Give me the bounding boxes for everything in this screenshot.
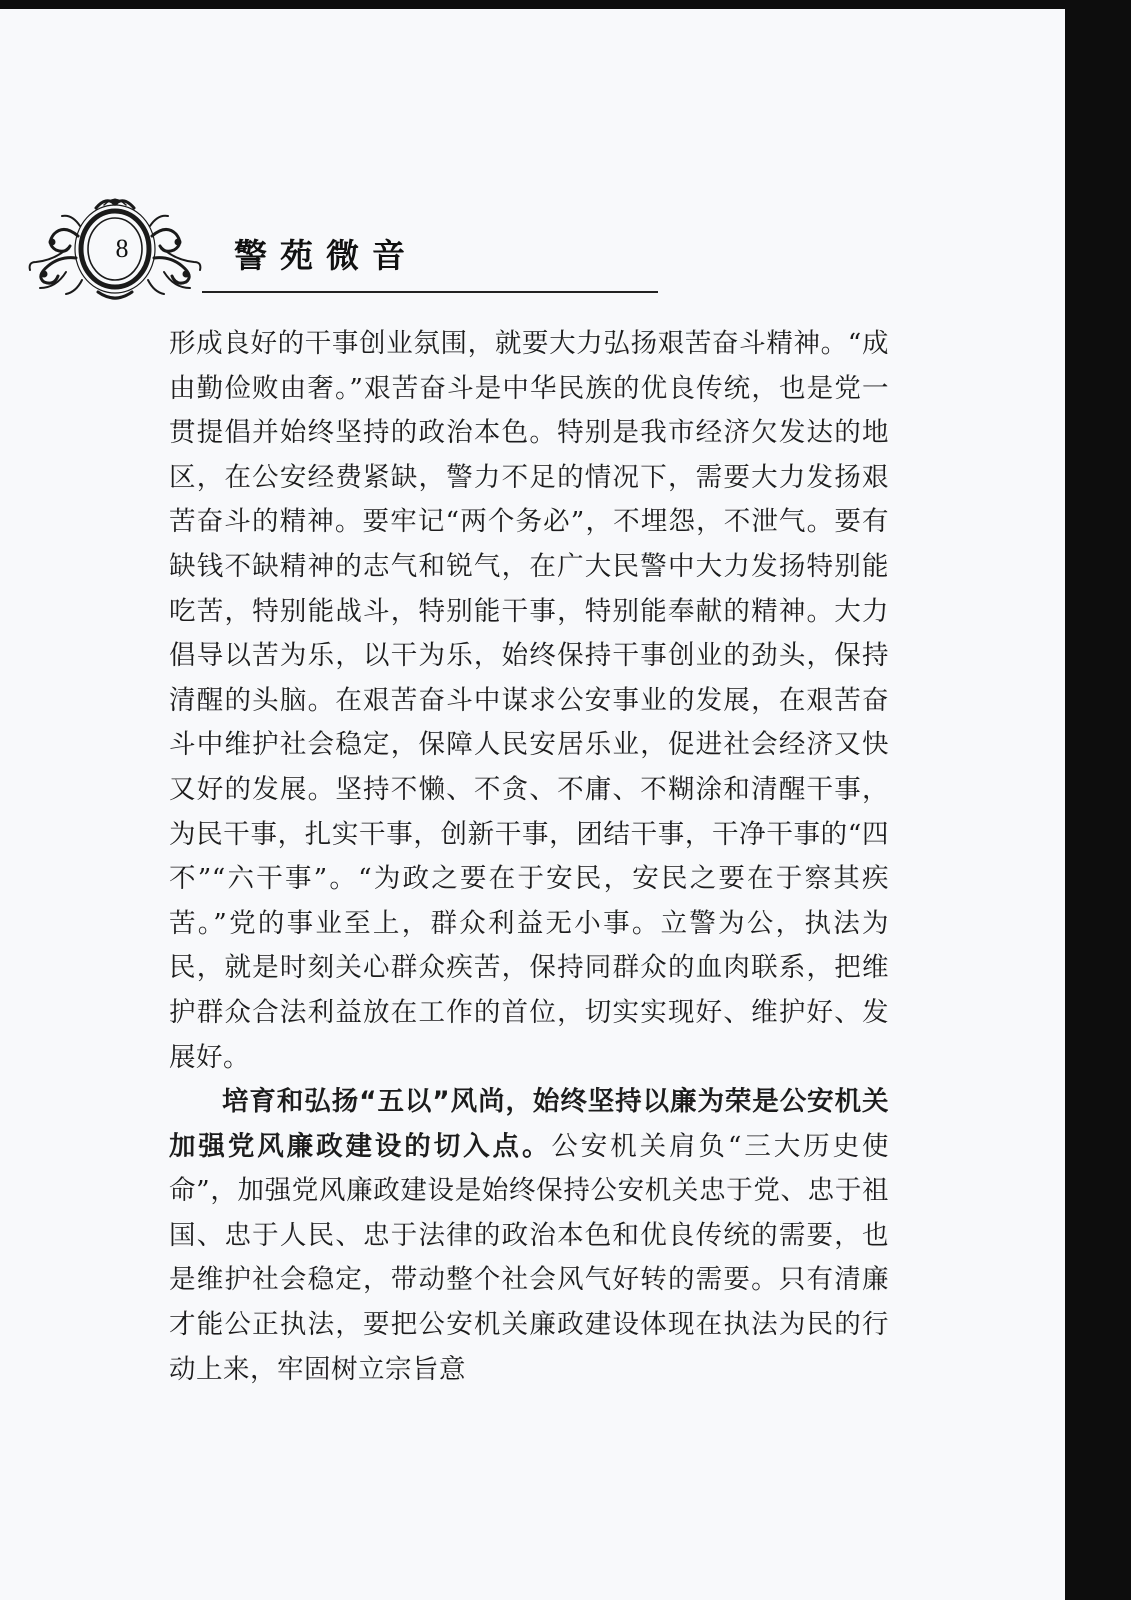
page-body xyxy=(169,322,889,1392)
scan-border-right xyxy=(1065,0,1131,1600)
page-header xyxy=(26,196,666,306)
header-divider xyxy=(202,291,658,293)
paragraph-2-lead: 培育和弘扬“五以”风尚，始终坚持以廉为荣是公安机关加强党风廉政建设的切入点。 xyxy=(169,1086,889,1162)
running-title: 警苑微音 xyxy=(234,236,418,275)
page-number: 8 xyxy=(115,234,129,263)
paragraph-2-text: 公安机关肩负“三大历史使命”，加强党风廉政建设是始终保持公安机关忠于党、忠于祖国、忠于人民、忠于法律的政治本色和优良传统的需要，也是维护社会稳定，带动整个社会风气好转的需要。只有清廉才能公正执法，要把公安机关廉政建设体现在执法为民的行动上来，牢固树立宗旨意 xyxy=(169,1130,889,1385)
scan-border-top xyxy=(0,0,1131,9)
paragraph-2 xyxy=(169,1080,889,1392)
paragraph-1: 形成良好的干事创业氛围，就要大力弘扬艰苦奋斗精神。“成由勤俭败由奢。”艰苦奋斗是中华民族的优良传统，也是党一贯提倡并始终坚持的政治本色。特别是我市经济欠发达的地区，在公安经费紧缺，警力不足的情况下，需要大力发扬艰苦奋斗的精神。要牢记“两个务必”，不埋怨，不泄气。要有缺钱不缺精神的志气和锐气，在广大民警中大力发扬特别能吃苦，特别能战斗，特别能干事，特别能奉献的精神。大力倡导以苦为乐，以干为乐，始终保持干事创业的劲头，保持清醒的头脑。在艰苦奋斗中谋求公安事业的发展，在艰苦奋斗中维护社会稳定，保障人民安居乐业，促进社会经济又快又好的发展。坚持不懒、不贪、不庸、不糊涂和清醒干事，为民干事，扎实干事，创新干事，团结干事，干净干事的“四不”“六干事”。“为政之要在于安民，安民之要在于察其疾苦。”党的事业至上，群众利益无小事。立警为公，执法为民，就是时刻关心群众疾苦，保持同群众的血肉联系，把维护群众合法利益放在工作的首位，切实实现好、维护好、发展好。 xyxy=(169,328,889,1073)
